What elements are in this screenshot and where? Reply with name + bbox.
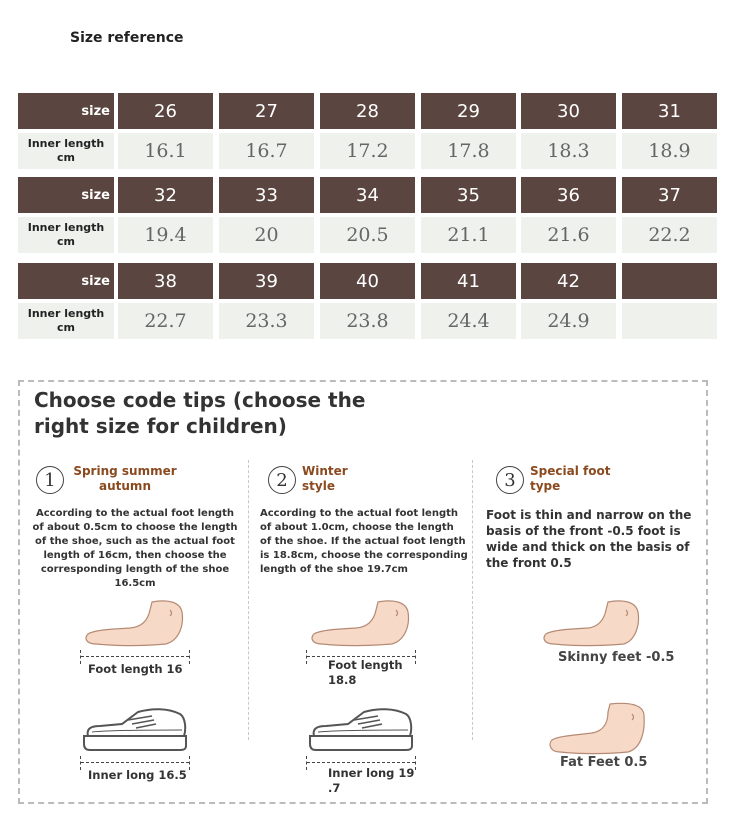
column-heading: Spring summer autumn bbox=[73, 464, 177, 493]
size-cell: 27 bbox=[219, 93, 314, 129]
column-divider bbox=[472, 460, 473, 740]
column-divider bbox=[248, 460, 249, 740]
length-row bbox=[18, 133, 717, 169]
length-cell bbox=[622, 303, 717, 339]
step-number: 2 bbox=[268, 466, 296, 494]
fat-feet-caption: Fat Feet 0.5 bbox=[560, 755, 648, 770]
length-cell: 23.8 bbox=[320, 303, 415, 339]
inner-length-header: Inner length cm bbox=[18, 133, 114, 169]
step-number: 1 bbox=[36, 466, 64, 494]
choose-code-tips-panel bbox=[18, 380, 708, 804]
size-cell: 26 bbox=[118, 93, 213, 129]
size-header: size bbox=[18, 177, 114, 213]
length-cell: 16.7 bbox=[219, 133, 314, 169]
length-cell: 17.8 bbox=[421, 133, 516, 169]
size-cell: 34 bbox=[320, 177, 415, 213]
size-cell: 40 bbox=[320, 263, 415, 299]
size-cell: 36 bbox=[521, 177, 616, 213]
shoe-caption: Inner long 19 .7 bbox=[328, 766, 415, 795]
size-cell: 42 bbox=[521, 263, 616, 299]
size-header: size bbox=[18, 93, 114, 129]
inner-length-header: Inner length cm bbox=[18, 303, 114, 339]
skinny-feet-caption: Skinny feet -0.5 bbox=[558, 650, 675, 665]
shoe-caption: Inner long 16.5 bbox=[88, 768, 187, 782]
size-cell: 31 bbox=[622, 93, 717, 129]
size-cell: 29 bbox=[421, 93, 516, 129]
column-heading: Special foot type bbox=[530, 464, 611, 493]
size-cell: 32 bbox=[118, 177, 213, 213]
foot-icon bbox=[540, 598, 642, 648]
column-description: According to the actual foot length of about 0.5cm to choose the length of the shoe, such as the actual foot length of 16cm, then choose the corresponding length of the shoe 16.5cm bbox=[32, 508, 238, 589]
size-header: size bbox=[18, 263, 114, 299]
shoe-icon bbox=[82, 706, 190, 754]
size-cell: 37 bbox=[622, 177, 717, 213]
foot-icon bbox=[548, 702, 648, 756]
inner-length-header: Inner length cm bbox=[18, 217, 114, 253]
step-number: 3 bbox=[496, 466, 524, 494]
foot-icon bbox=[308, 598, 412, 648]
size-row bbox=[18, 263, 717, 299]
length-cell: 24.9 bbox=[521, 303, 616, 339]
foot-caption: Foot length 18.8 bbox=[328, 658, 403, 687]
size-cell: 41 bbox=[421, 263, 516, 299]
length-cell: 16.1 bbox=[118, 133, 213, 169]
size-cell: 38 bbox=[118, 263, 213, 299]
length-cell: 17.2 bbox=[320, 133, 415, 169]
length-cell: 20 bbox=[219, 217, 314, 253]
length-cell: 22.2 bbox=[622, 217, 717, 253]
size-cell: 35 bbox=[421, 177, 516, 213]
column-heading: Winter style bbox=[302, 464, 348, 493]
length-cell: 22.7 bbox=[118, 303, 213, 339]
length-cell: 18.9 bbox=[622, 133, 717, 169]
size-row bbox=[18, 93, 717, 129]
length-cell: 19.4 bbox=[118, 217, 213, 253]
size-cell: 30 bbox=[521, 93, 616, 129]
foot-caption: Foot length 16 bbox=[88, 662, 183, 676]
length-cell: 21.6 bbox=[521, 217, 616, 253]
page-title: Size reference bbox=[70, 30, 184, 46]
length-cell: 23.3 bbox=[219, 303, 314, 339]
length-cell: 24.4 bbox=[421, 303, 516, 339]
length-cell: 21.1 bbox=[421, 217, 516, 253]
length-cell: 20.5 bbox=[320, 217, 415, 253]
size-cell: 39 bbox=[219, 263, 314, 299]
size-row bbox=[18, 177, 717, 213]
column-description: Foot is thin and narrow on the basis of the front -0.5 foot is wide and thick on the basis of the front 0.5 bbox=[486, 508, 692, 570]
length-cell: 18.3 bbox=[521, 133, 616, 169]
column-description: According to the actual foot length of about 1.0cm, choose the length of the shoe. If the actual foot length is 18.8cm, choose the corresponding length of the shoe 19.7cm bbox=[260, 508, 468, 575]
foot-icon bbox=[82, 598, 186, 648]
size-cell: 28 bbox=[320, 93, 415, 129]
shoe-icon bbox=[308, 706, 416, 754]
tips-title: Choose code tips (choose the right size for children) bbox=[34, 388, 366, 438]
size-cell bbox=[622, 263, 717, 299]
length-row bbox=[18, 217, 717, 253]
length-row bbox=[18, 303, 717, 339]
size-cell: 33 bbox=[219, 177, 314, 213]
